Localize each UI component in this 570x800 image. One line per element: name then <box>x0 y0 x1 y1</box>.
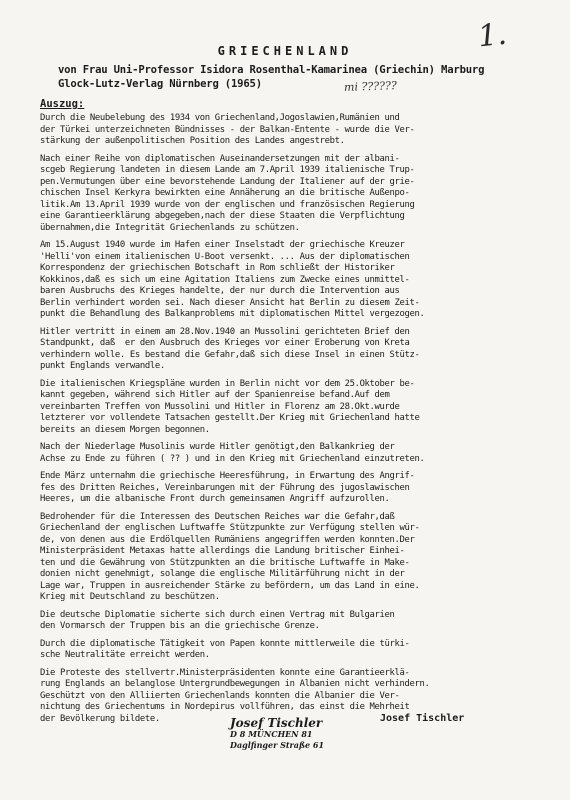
paragraph: Ende März unternahm die griechische Heeresführung, in Erwartung des Angrif- fes des Dritten Reiches, Vereinbarungen mit der Führung des jugoslawischen Heeres, um die albanische Front durch gemeinsamen Angriff aufzurollen. <box>40 471 415 504</box>
signature-name: Josef Tischler <box>380 713 465 724</box>
document-title: GRIECHENLAND <box>217 44 353 58</box>
source-line-publisher: Glock-Lutz-Verlag Nürnberg (1965) <box>58 78 262 90</box>
stamp-city: D 8 MÜNCHEN 81 <box>230 729 313 739</box>
address-stamp <box>230 718 330 751</box>
paragraph: Die Proteste des stellvertr.Ministerpräsidenten konnte eine Garantieerklä- rung Englands an belanglose Untergrundbewegungen in Albanien nicht verhindern. Geschützt von den Alliierten Griechenlands konnten die Albanier die Ver- nichtung des Griechentums in Nordepirus vollführen, das einst die Mehrheit der Bevölkerung bildete. <box>40 667 430 724</box>
paragraph: Nach der Niederlage Musolinis wurde Hitler genötigt,den Balkankrieg der Achse zu Ende zu führen ( ?? ) und in den Krieg mit Griechenland einzutreten. <box>40 442 425 464</box>
paragraph: Durch die Neubelebung des 1934 von Griechenland,Jogoslawien,Rumänien und der Türkei unterzeichneten Bündnisses - der Balkan-Entente - wurde die Ver- stärkung der außenpolitischen Position des Landes angestrebt. <box>40 113 415 146</box>
paragraph: Die italienischen Kriegspläne wurden in Berlin nicht vor dem 25.Oktober be- kannt gegeben, während sich Hitler auf der Spanienreise befand.Auf dem vereinbarten Treffen von Mussolini und Hitler in Florenz am 28.Okt.wurde letzterer vor vollendete Tatsachen gestellt.Der Krieg mit Griechenland hatte bereits an diesem Morgen begonnen. <box>40 378 420 435</box>
handwritten-note: mi ?????? <box>343 79 398 94</box>
section-label: Auszug: <box>40 98 85 110</box>
paragraph: Hitler vertritt in einem am 28.Nov.1940 an Mussolini gerichteten Brief den Standpunkt, daß er den Ausbruch des Krieges vor einer Eroberung von Kreta verhindern wolle. Es bestand die Gefahr,daß sich diese Insel in einen Stütz- punkt Englands verwandle. <box>40 326 420 371</box>
stamp-name: Josef Tischler <box>230 716 323 730</box>
paragraph: Nach einer Reihe von diplomatischen Auseinandersetzungen mit der albani- scgeb Regierung landeten in diesem Lande am 7.April 1939 italienische Trup- pen.Vermutungen über eine bevorstehende Landung der Italiener auf der grie- chischen Insel Kerkyra bewirkten eine Annäherung an die britische Außenpo- litik.Am 13.April 1939 wurde von der englischen und französischen Regierung eine Garantieerklärung abgegeben,nach der diese Staaten die Verpflichtung übernahmen,die Integrität Griechenlands zu schützen. <box>40 153 415 233</box>
source-line-author: von Frau Uni-Professor Isidora Rosenthal-Kamarinea (Griechin) Marburg <box>58 64 485 76</box>
paragraph: Durch die diplomatische Tätigkeit von Papen konnte mittlerweile die türki- sche Neutralitäte erreicht werden. <box>40 638 410 660</box>
paragraph: Bedrohender für die Interessen des Deutschen Reiches war die Gefahr,daß Griechenland der englischen Luftwaffe Stützpunkte zur Verfügung stellen wür- de, von denen aus die Erdölquellen Rumäniens angegriffen werden konnten.Der Ministerpräsident Metaxas hatte allerdings die Landung britischer Einhei- ten und die Gewährung von Stützpunkten an die britische Luftwaffe in Make- donien nicht genehmigt, solange die englische Militärführung nicht in der Lage war, Truppen in ausreichender Stärke zu befördern, um das Land in eine. Krieg mit Deutschland zu beschützen. <box>40 511 420 602</box>
document-body <box>40 113 560 731</box>
stamp-street: Daglfinger Straße 61 <box>230 740 325 750</box>
paragraph: Am 15.August 1940 wurde im Hafen einer Inselstadt der griechische Kreuzer 'Helli'von einem italienischen U-Boot versenkt. ... Aus der diplomatischen Korrespondenz der griechischen Botschaft in Rom schließt der Historiker Kokkinos,daß es sich um eine Agitation Italiens zum Zwecke eines unmittel- baren Ausbruchs des Krieges handelte, der nur durch die Intervention aus Berlin verhindert worden sei. Nach dieser Ansicht hat Berlin zu diesem Zeit- punkt die Behandlung des Balkanproblems mit diplomatischen Mittel vergezogen. <box>40 240 425 319</box>
page-number: 1. <box>476 16 509 55</box>
paragraph: Die deutsche Diplomatie sicherte sich durch einen Vertrag mit Bulgarien den Vormarsch der Truppen bis an die griechische Grenze. <box>40 609 395 631</box>
